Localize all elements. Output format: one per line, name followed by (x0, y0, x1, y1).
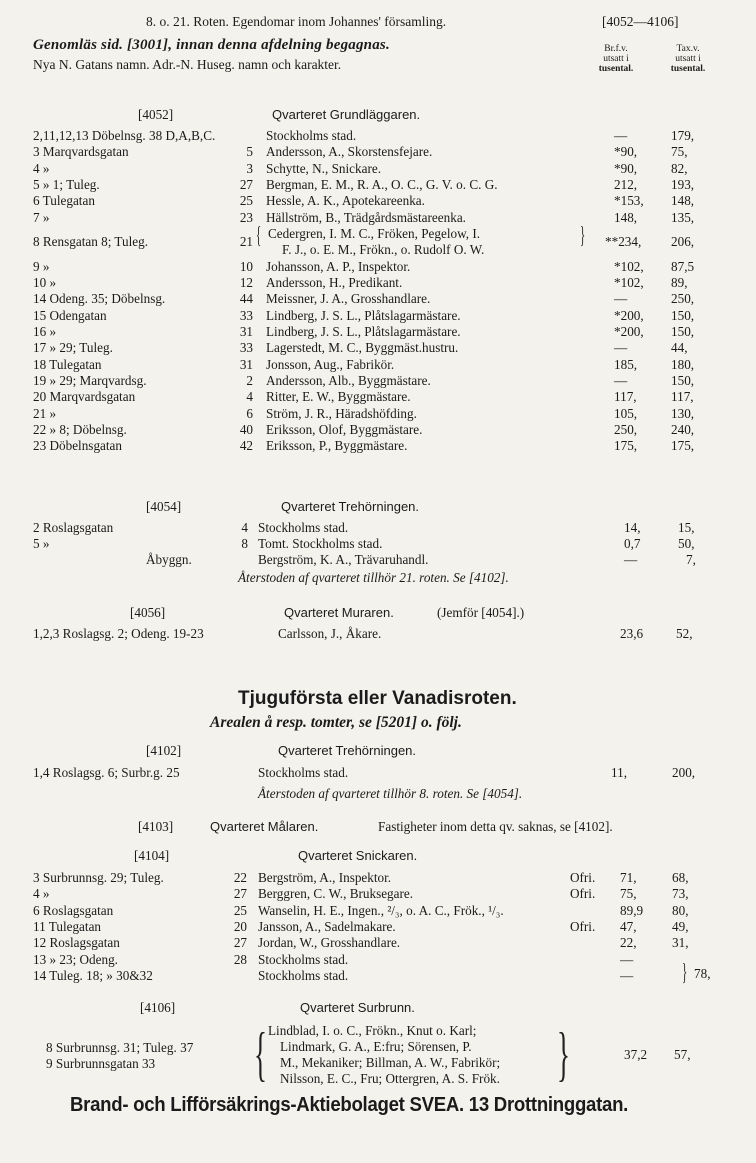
row-nr: 27 (233, 886, 247, 902)
row-nr: 4 (241, 520, 248, 535)
row-brf: 0,7 (624, 536, 641, 551)
row-tax: 206, (671, 233, 695, 249)
row-owner: Tomt. Stockholms stad. (258, 536, 383, 551)
row-brf: — (614, 340, 628, 356)
table-row (0, 952, 756, 967)
table-row (0, 210, 756, 225)
row-brf: 71, (620, 870, 637, 885)
table-row (0, 870, 756, 885)
quarter-number: [4102] (146, 743, 182, 758)
row-nr: 6 (246, 405, 253, 421)
table-row (0, 357, 756, 372)
row-owner: Jonsson, Aug., Fabrikör. (266, 356, 395, 372)
footer-advertisement: Brand- och Lifförsäkrings-Aktiebolaget SVEA. 13 Drottninggatan. (70, 1094, 629, 1116)
quarter-note: Återstoden af qvarteret tillhör 21. roten. Se [4102]. (238, 570, 509, 585)
row-owner: Cedergren, I. M. C., Fröken, Pegelow, I. (268, 225, 481, 241)
row-street: 2,11,12,13 Döbelnsg. 38 D,A,B,C. (33, 128, 216, 143)
row-brf: — (620, 951, 634, 967)
table-row (0, 161, 756, 176)
row-street: 18 Tulegatan (33, 356, 102, 372)
row-tax: 130, (671, 405, 695, 421)
row-nr: 20 (233, 918, 247, 934)
quarter-number: [4056] (130, 605, 166, 620)
row-tax: 82, (671, 160, 688, 176)
row-nr: 40 (239, 421, 253, 437)
row-nr: 44 (239, 291, 253, 307)
row-street: 1,4 Roslagsg. 6; Surbr.g. 25 (33, 765, 180, 780)
table-row (0, 886, 756, 901)
row-owner: Wanselin, H. E., Ingen., ²/₃, o. A. C., Frök., ¹/₃. (258, 902, 504, 918)
table-row (0, 291, 756, 306)
row-brf: *200, (614, 307, 644, 323)
row-street: 1,2,3 Roslagsg. 2; Odeng. 19-23 (33, 626, 204, 641)
row-brf: 11, (611, 765, 627, 780)
row-nr: 27 (233, 935, 247, 951)
row-owner: Ritter, E. W., Byggmästare. (266, 389, 411, 405)
row-brf: — (620, 967, 634, 983)
table-row (0, 935, 756, 950)
row-street: 10 » (33, 275, 57, 291)
row-brf: 14, (624, 520, 641, 535)
row-nr: 28 (233, 951, 247, 967)
row-nr: 31 (239, 356, 253, 372)
row-nr: 8 (241, 536, 248, 551)
row-owner: Stockholms stad. (258, 765, 349, 780)
row-owner: Lindberg, J. S. L., Plåtslagarmästare. (266, 324, 461, 339)
row-owner: Andersson, H., Predikant. (266, 275, 403, 291)
row-street: 4 » (33, 160, 50, 176)
row-tax: 240, (671, 421, 695, 437)
row-brf: 47, (620, 918, 637, 934)
header-line1: 8. o. 21. Roten. Egendomar inom Johannes' församling. (146, 14, 447, 29)
row-brf: 250, (614, 421, 638, 437)
quarter-title: Qvarteret Muraren. (284, 605, 394, 620)
row-owner: Stockholms stad. (258, 951, 349, 967)
row-nr: 25 (233, 902, 247, 918)
row-brf: 175, (614, 438, 638, 454)
row-street: 21 » (33, 405, 57, 421)
row-tax: 68, (672, 870, 689, 885)
table-row (0, 903, 756, 918)
row-street: 5 » (33, 536, 50, 551)
row-tax: 75, (671, 144, 688, 160)
header-instruction: Genomläs sid. [3001], innan denna afdelning begagnas. (33, 37, 390, 53)
row-brf: — (614, 291, 628, 307)
table-row (0, 389, 756, 404)
row-mark: Ofri. (570, 886, 596, 902)
row-street: 6 Tulegatan (33, 193, 95, 209)
row-tax: 180, (671, 356, 695, 372)
row-mark: Ofri. (570, 870, 596, 885)
row-tax: 193, (671, 176, 695, 192)
col-header-tax: Tax.v. utsatt i tusental. (670, 44, 706, 74)
row-street: Åbyggn. (146, 552, 192, 567)
row-owner: Stockholms stad. (258, 967, 349, 983)
row-tax: 31, (672, 935, 689, 951)
row-owner: Hällström, B., Trädgårdsmästareenka. (266, 209, 466, 225)
brace-close: } (580, 222, 586, 249)
row-owner: Stockholms stad. (266, 128, 357, 143)
row-owner: Jansson, A., Sadelmakare. (258, 918, 396, 934)
row-brf: 23,6 (620, 626, 644, 641)
quarter-number: [4106] (140, 1000, 176, 1015)
row-brf: 117, (614, 389, 637, 405)
table-row (0, 373, 756, 388)
quarter-title: Qvarteret Snickaren. (298, 848, 418, 863)
row-owner: Lindblad, I. o. C., Frökn., Knut o. Karl; (268, 1023, 477, 1038)
table-row (0, 193, 756, 208)
row-street: 4 » (33, 886, 50, 902)
row-tax: 15, (678, 520, 695, 535)
row-nr: 21 (239, 233, 253, 249)
row-brf: 185, (614, 356, 638, 372)
table-row (0, 438, 756, 453)
row-owner: Andersson, A., Skorstensfejare. (266, 144, 433, 160)
row-tax: 50, (678, 536, 695, 551)
table-row (0, 259, 756, 274)
quarter-text: Fastigheter inom detta qv. saknas, se [4102]. (378, 819, 613, 834)
table-row (0, 144, 756, 159)
row-street: 17 » 29; Tuleg. (33, 340, 113, 356)
row-brf: 37,2 (624, 1047, 648, 1062)
table-row (0, 552, 756, 567)
table-row (0, 324, 756, 339)
row-street: 22 » 8; Döbelnsg. (33, 421, 127, 437)
header-range: [4052—4106] (602, 14, 679, 29)
row-brf: — (614, 128, 628, 143)
table-row (0, 406, 756, 421)
row-nr: 31 (239, 324, 253, 339)
table-row (0, 536, 756, 551)
brace-close: } (557, 1021, 570, 1087)
row-nr: 27 (239, 176, 253, 192)
row-owner: Eriksson, Olof, Byggmästare. (266, 421, 423, 437)
row-street: 2 Roslagsgatan (33, 520, 114, 535)
row-street: 6 Roslagsgatan (33, 902, 114, 918)
row-brf: *200, (614, 324, 644, 339)
row-tax: 87,5 (671, 258, 695, 274)
row-brf: *102, (614, 275, 644, 291)
row-owner: Carlsson, J., Åkare. (278, 626, 382, 641)
row-street: 13 » 23; Odeng. (33, 951, 118, 967)
brace-open: { (256, 222, 262, 249)
row-owner: Andersson, Alb., Byggmästare. (266, 372, 431, 388)
row-owner: Nilsson, E. C., Fru; Ottergren, A. S. Frök. (280, 1071, 500, 1086)
row-brf: — (614, 372, 628, 388)
quarter-number: [4054] (146, 499, 182, 514)
row-owner: Berggren, C. W., Bruksegare. (258, 886, 414, 902)
row-brf: 22, (620, 935, 637, 951)
brace-open: { (254, 1021, 267, 1087)
rote-subtitle: Arealen å resp. tomter, se [5201] o. följ. (210, 714, 462, 731)
row-tax: 150, (671, 307, 695, 323)
row-owner: Hessle, A. K., Apotekareenka. (266, 193, 425, 209)
row-street: 19 » 29; Marqvardsg. (33, 372, 147, 388)
row-tax: 150, (671, 324, 695, 339)
quarter-reference: (Jemför [4054].) (437, 605, 525, 620)
quarter-title: Qvarteret Surbrunn. (300, 1000, 415, 1015)
row-tax: 7, (686, 552, 696, 567)
row-brf: 105, (614, 405, 638, 421)
row-brf: — (624, 552, 638, 567)
row-tax: 49, (672, 918, 689, 934)
row-nr: 33 (239, 340, 253, 356)
row-brf: 89,9 (620, 902, 644, 918)
row-brf: 212, (614, 176, 638, 192)
row-nr: 12 (239, 275, 253, 291)
row-tax: 44, (671, 340, 688, 356)
row-nr: 23 (239, 209, 253, 225)
table-row (0, 177, 756, 192)
row-nr: 22 (233, 870, 247, 885)
table-row (0, 340, 756, 355)
table-row (0, 308, 756, 323)
row-street: 7 » (33, 209, 50, 225)
row-owner: Ström, J. R., Häradshöfding. (266, 405, 417, 421)
row-nr: 33 (239, 307, 253, 323)
brace: } (682, 960, 688, 986)
table-row (0, 422, 756, 437)
row-owner: Lindberg, J. S. L., Plåtslagarmästare. (266, 307, 461, 323)
row-brf: *102, (614, 258, 644, 274)
row-street: 16 » (33, 324, 57, 339)
row-tax: 117, (671, 389, 694, 405)
table-row (0, 128, 756, 143)
row-brf: 75, (620, 886, 637, 902)
quarter-number: [4104] (134, 848, 170, 863)
row-tax: 179, (671, 128, 695, 143)
row-street: 12 Roslagsgatan (33, 935, 120, 951)
row-nr: 5 (246, 144, 253, 160)
row-tax: 175, (671, 438, 695, 454)
table-row (0, 919, 756, 934)
row-owner: Bergström, A., Inspektor. (258, 870, 392, 885)
quarter-number: [4052] (138, 107, 174, 122)
quarter-note: Återstoden af qvarteret tillhör 8. roten. Se [4054]. (258, 786, 523, 801)
row-mark: Ofri. (570, 918, 596, 934)
row-street: 14 Tuleg. 18; » 30&32 (33, 967, 153, 983)
row-street: 23 Döbelnsgatan (33, 438, 122, 454)
quarter-title: Qvarteret Trehörningen. (281, 499, 420, 514)
row-owner: Lagerstedt, M. C., Byggmäst.hustru. (266, 340, 459, 356)
row-tax: 250, (671, 291, 695, 307)
quarter-title: Qvarteret Grundläggaren. (272, 107, 421, 122)
row-street: 5 » 1; Tuleg. (33, 176, 100, 192)
col-header-brf: Br.f.v. utsatt i tusental. (598, 44, 634, 74)
row-nr: 4 (246, 389, 253, 405)
row-nr: 42 (239, 438, 253, 454)
row-tax: 150, (671, 372, 695, 388)
table-row (0, 275, 756, 290)
row-street: 8 Surbrunnsg. 31; Tuleg. 37 (46, 1040, 194, 1055)
row-street: 3 Surbrunnsg. 29; Tuleg. (33, 870, 164, 885)
row-tax: 89, (671, 275, 688, 291)
row-owner: Stockholms stad. (258, 520, 349, 535)
quarter-title: Qvarteret Målaren. (210, 819, 319, 834)
row-street: 9 Surbrunnsgatan 33 (46, 1056, 156, 1071)
row-tax: 200, (672, 765, 696, 780)
row-owner: Bergman, E. M., R. A., O. C., G. V. o. C. G. (266, 176, 498, 192)
row-brf: *90, (614, 160, 638, 176)
table-row (0, 520, 756, 535)
row-nr: 10 (239, 258, 253, 274)
row-owner: Johansson, A. P., Inspektor. (266, 258, 411, 274)
row-nr: 3 (246, 160, 253, 176)
row-owner: Bergström, K. A., Trävaruhandl. (258, 552, 429, 567)
row-tax: 148, (671, 193, 695, 209)
row-tax: 80, (672, 902, 689, 918)
row-street: 14 Odeng. 35; Döbelnsg. (33, 291, 166, 307)
row-tax: 135, (671, 209, 695, 225)
row-tax-shared: 78, (694, 966, 711, 981)
row-street: 8 Rensgatan 8; Tuleg. (33, 233, 149, 249)
row-owner: Eriksson, P., Byggmästare. (266, 438, 408, 454)
row-brf: *90, (614, 144, 638, 160)
row-street: 11 Tulegatan (33, 918, 102, 934)
row-street: 20 Marqvardsgatan (33, 389, 136, 405)
row-owner: Lindmark, G. A., E:fru; Sörensen, P. (280, 1039, 472, 1054)
row-tax: 52, (676, 626, 693, 641)
quarter-number: [4103] (138, 819, 174, 834)
row-nr: 25 (239, 193, 253, 209)
row-brf: *153, (614, 193, 644, 209)
row-brf: **234, (605, 233, 642, 249)
row-owner: Schytte, N., Snickare. (266, 160, 381, 176)
row-street: 3 Marqvardsgatan (33, 144, 129, 160)
row-owner: Jordan, W., Grosshandlare. (258, 935, 401, 951)
row-tax: 57, (674, 1047, 691, 1062)
rote-title: Tjuguförsta eller Vanadisroten. (238, 688, 517, 709)
row-street: 9 » (33, 258, 50, 274)
row-owner: M., Mekaniker; Billman, A. W., Fabrikör; (280, 1055, 501, 1070)
header-columns-label: Nya N. Gatans namn. Adr.-N. Huseg. namn och karakter. (33, 57, 342, 72)
row-street: 15 Odengatan (33, 307, 107, 323)
quarter-title: Qvarteret Trehörningen. (278, 743, 417, 758)
row-brf: 148, (614, 209, 638, 225)
row-owner: Meissner, J. A., Grosshandlare. (266, 291, 431, 307)
row-owner-cont: F. J., o. E. M., Frökn., o. Rudolf O. W. (282, 241, 485, 257)
row-nr: 2 (246, 372, 253, 388)
table-row (0, 968, 756, 983)
row-tax: 73, (672, 886, 689, 902)
